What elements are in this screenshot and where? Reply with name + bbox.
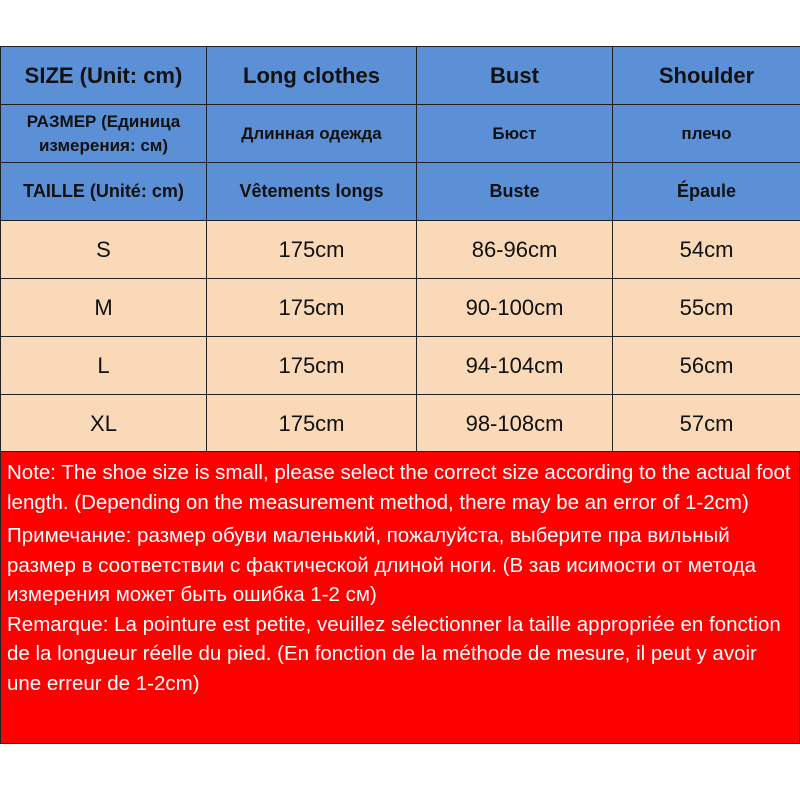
note-english: Note: The shoe size is small, please select the correct size according to the actual foot length. (Depending on the measurement method, there may be an error of 1-2cm) [7, 461, 791, 514]
header-bust: Bust [417, 47, 613, 105]
length-cell: 175cm [207, 279, 417, 337]
header-shoulder-ru: плечо [613, 105, 800, 163]
bust-cell: 90-100cm [417, 279, 613, 337]
shoulder-cell: 54cm [613, 221, 800, 279]
table-row [1, 337, 800, 395]
bust-cell: 86-96cm [417, 221, 613, 279]
table-row [1, 279, 800, 337]
header-bust-fr: Buste [417, 163, 613, 221]
header-shoulder: Shoulder [613, 47, 800, 105]
header-row-french [1, 163, 800, 221]
note-french: Remarque: La pointure est petite, veuillez sélectionner la taille appropriée en fonction de la longueur réelle du pied. (En fonction de la méthode de mesure, il peut y avoir une erreur de 1-2cm) [7, 612, 781, 695]
bust-cell: 98-108cm [417, 395, 613, 453]
header-bust-ru: Бюст [417, 105, 613, 163]
header-row-english [1, 47, 800, 105]
bust-cell: 94-104cm [417, 337, 613, 395]
shoulder-cell: 55cm [613, 279, 800, 337]
note-box [0, 451, 800, 744]
table-row [1, 395, 800, 453]
note-russian: Примечание: размер обуви маленький, пожалуйста, выберите пра вильный размер в соответствии с фактической длиной ноги. (В зав исимости от метода измерения может быть ошибка 1-2 см) [7, 524, 756, 606]
size-cell: L [1, 337, 207, 395]
size-cell: M [1, 279, 207, 337]
size-chart [0, 46, 800, 744]
length-cell: 175cm [207, 221, 417, 279]
shoulder-cell: 56cm [613, 337, 800, 395]
header-size-ru: РАЗМЕР (Единица измерения: см) [1, 105, 207, 163]
header-long-clothes: Long clothes [207, 47, 417, 105]
header-shoulder-fr: Épaule [613, 163, 800, 221]
table-row [1, 221, 800, 279]
size-cell: S [1, 221, 207, 279]
header-size: SIZE (Unit: cm) [1, 47, 207, 105]
header-long-clothes-fr: Vêtements longs [207, 163, 417, 221]
header-row-russian [1, 105, 800, 163]
header-long-clothes-ru: Длинная одежда [207, 105, 417, 163]
size-table [0, 46, 800, 453]
length-cell: 175cm [207, 395, 417, 453]
size-cell: XL [1, 395, 207, 453]
length-cell: 175cm [207, 337, 417, 395]
shoulder-cell: 57cm [613, 395, 800, 453]
header-size-fr: TAILLE (Unité: cm) [1, 163, 207, 221]
